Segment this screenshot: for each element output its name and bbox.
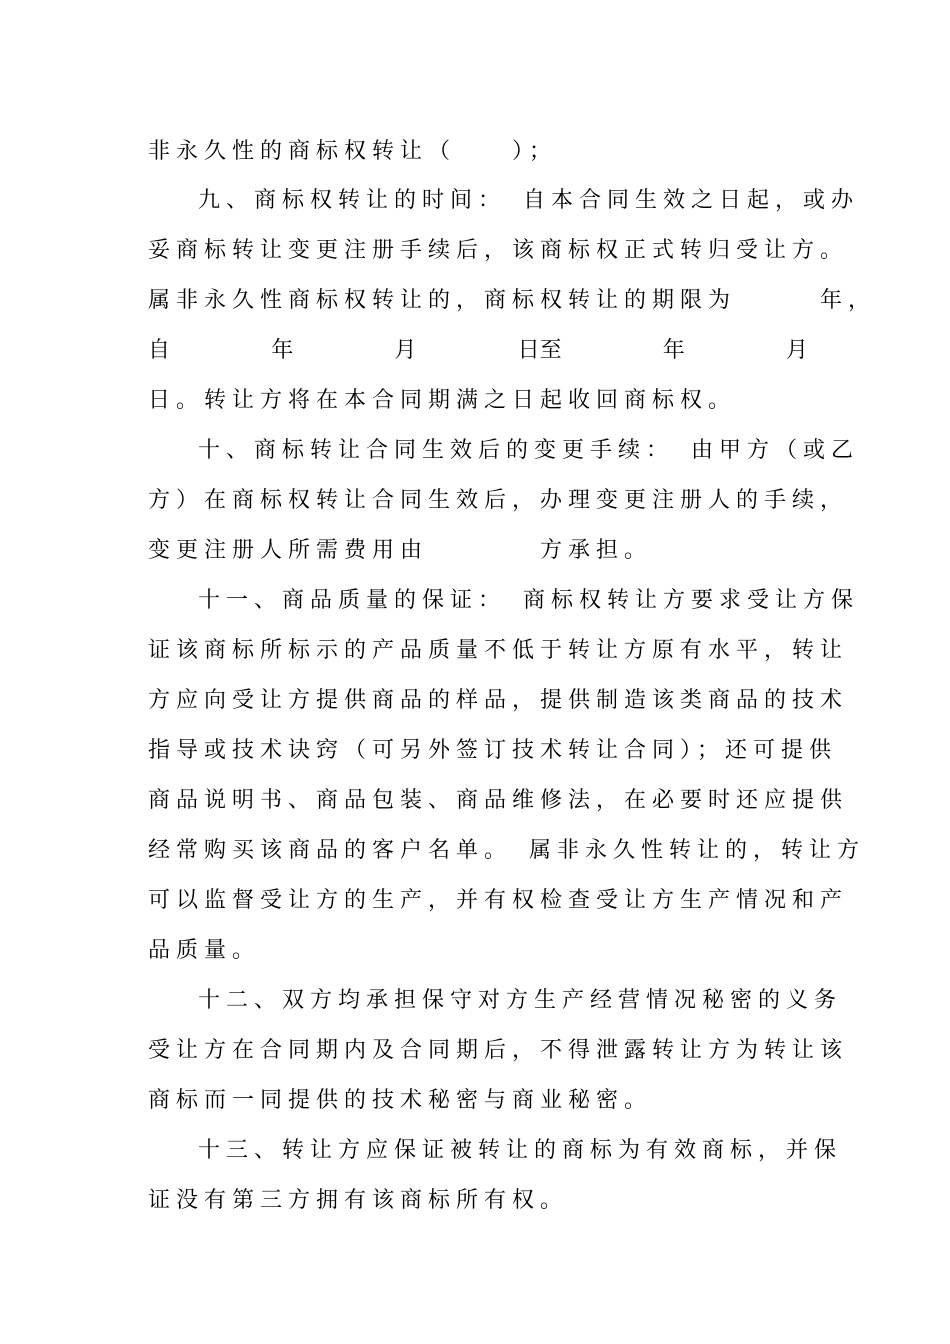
- text-line: 变更注册人所需费用由 方承担。: [148, 538, 653, 563]
- text-line: 日。转让方将在本合同期满之日起收回商标权。: [148, 388, 737, 413]
- clause-12-heading: 十二、双方均承担保守对方生产经营情况秘密的义务: [198, 988, 843, 1013]
- date-word: 年: [662, 338, 685, 363]
- text-line: 属非永久性商标权转让的，商标权转让的期限为 年，: [148, 288, 877, 313]
- text-line: 指导或技术诀窍（可另外签订技术转让合同）；还可提供: [148, 738, 838, 763]
- clause-11-heading: 十一、商品质量的保证： 商标权转让方要求受让方保: [198, 588, 860, 613]
- date-word: 月: [394, 338, 417, 363]
- text-line: 证该商标所标示的产品质量不低于转让方原有水平，转让: [148, 638, 849, 663]
- text-line: 方）在商标权转让合同生效后，办理变更注册人的手续，: [148, 488, 849, 513]
- text-line: 商标而一同提供的技术秘密与商业秘密。: [148, 1088, 653, 1113]
- date-word: 年: [271, 338, 294, 363]
- clause-10-heading: 十、商标转让合同生效后的变更手续： 由甲方（或乙: [198, 438, 860, 463]
- text-line: 非永久性的商标权转让（ ）；: [148, 139, 558, 164]
- text-line: 商品说明书、商品包装、商品维修法，在必要时还应提供: [148, 788, 849, 813]
- text-line: 经常购买该商品的客户名单。 属非永久性转让的，转让方: [148, 838, 866, 863]
- text-line: 方应向受让方提供商品的样品，提供制造该类商品的技术: [148, 688, 849, 713]
- clause-13-heading: 十三、转让方应保证被转让的商标为有效商标，并保: [198, 1138, 843, 1163]
- text-line: 证没有第三方拥有该商标所有权。: [148, 1188, 569, 1213]
- date-word: 自: [148, 338, 171, 363]
- text-line: 妥商标转让变更注册手续后，该商标权正式转归受让方。: [148, 238, 849, 263]
- date-range-line: [148, 336, 808, 366]
- text-line: 受让方在合同期内及合同期后，不得泄露转让方为转让该: [148, 1038, 849, 1063]
- date-word: 月: [785, 338, 808, 363]
- text-line: 可以监督受让方的生产，并有权检查受让方生产情况和产: [148, 888, 849, 913]
- clause-9-heading: 九、商标权转让的时间： 自本合同生效之日起，或办: [198, 188, 860, 213]
- date-word: 日至: [517, 338, 562, 363]
- text-line: 品质量。: [148, 938, 261, 963]
